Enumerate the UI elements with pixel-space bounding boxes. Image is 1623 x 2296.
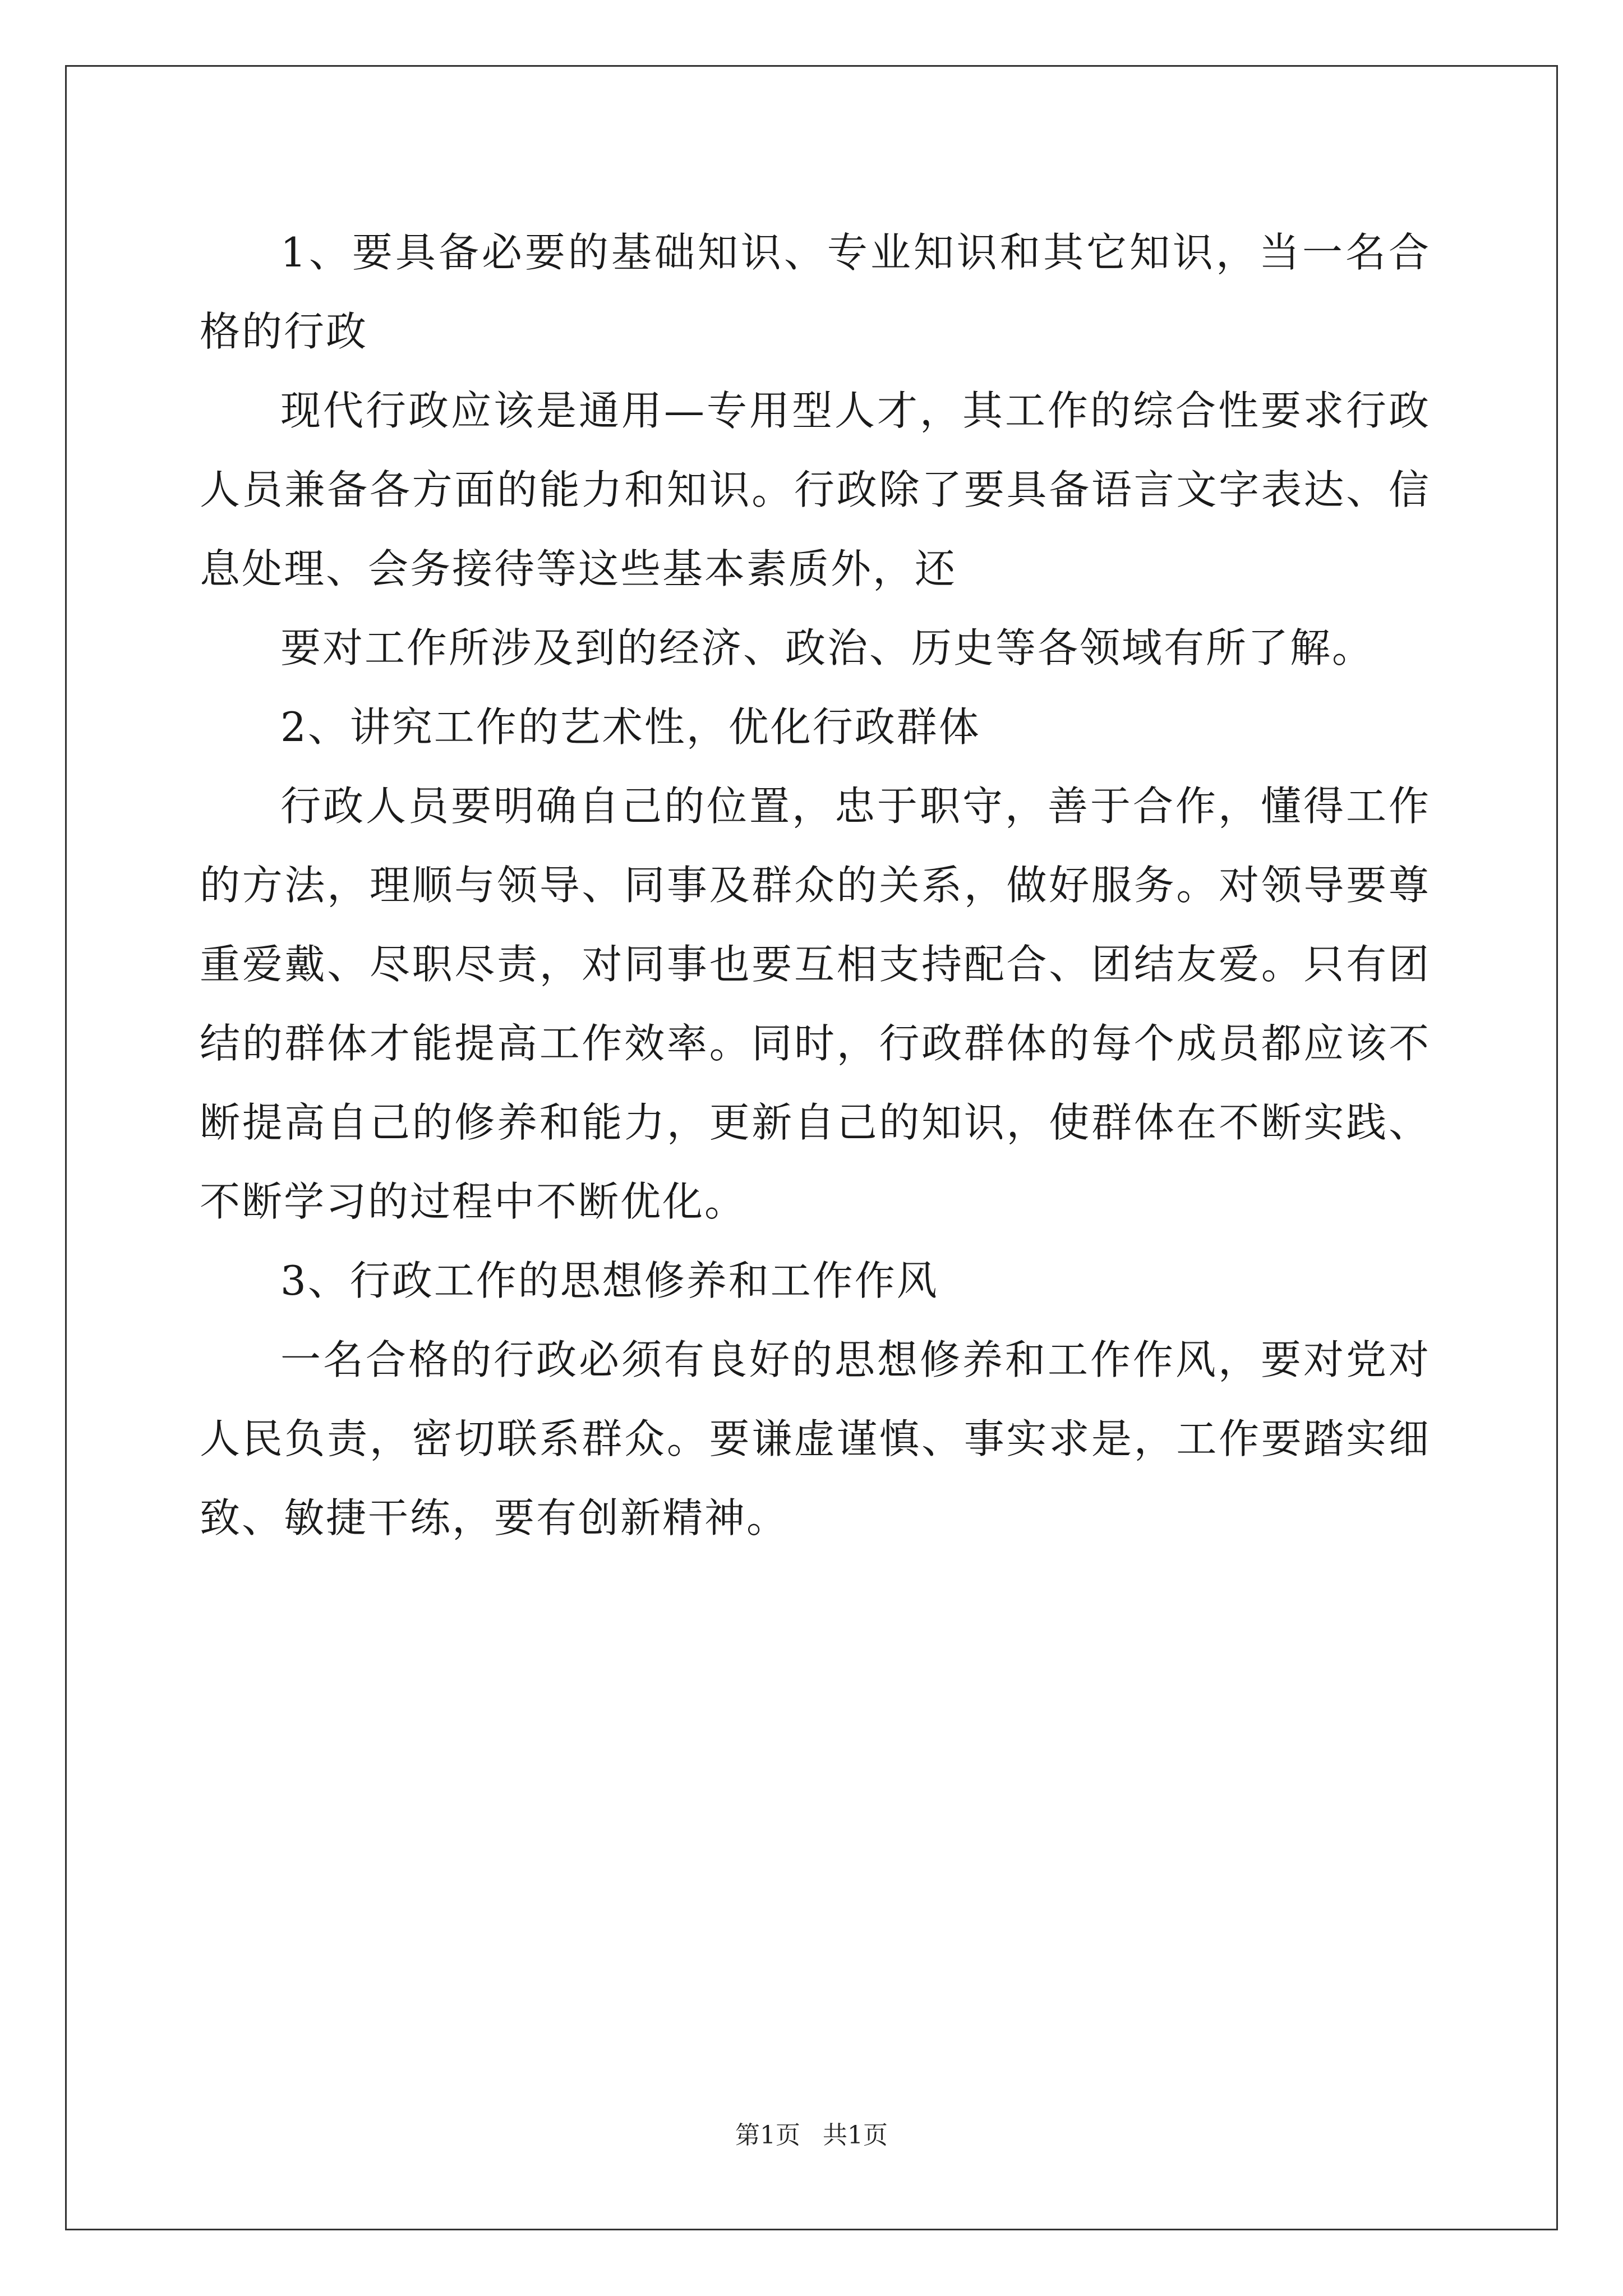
page-number: 第1页 bbox=[735, 2121, 800, 2150]
paragraph-1: 现代行政应该是通用—专用型人才，其工作的综合性要求行政人员兼备各方面的能力和知识。行政除了要具备语言文字表达、信息处理、会务接待等这些基本素质外，还 bbox=[200, 387, 1431, 592]
page-total: 共1页 bbox=[823, 2121, 888, 2150]
paragraph-4: 一名合格的行政必须有良好的思想修养和工作作风，要对党对人民负责，密切联系群众。要谦虚谨慎、事实求是，工作要踏实细致、敏捷干练，要有创新精神。 bbox=[200, 1336, 1431, 1542]
paragraph-heading-3: 3、行政工作的思想修养和工作作风 bbox=[280, 1257, 939, 1304]
paragraph-heading-1: 1、要具备必要的基础知识、专业知识和其它知识，当一名合格的行政 bbox=[200, 229, 1431, 355]
paragraph-3: 行政人员要明确自己的位置，忠于职守，善于合作，懂得工作的方法，理顺与领导、同事及群众的关系，做好服务。对领导要尊重爱戴、尽职尽责，对同事也要互相支持配合、团结友爱。只有团结的群体才能提高工作效率。同时，行政群体的每个成员都应该不断提高自己的修养和能力，更新自己的知识，使群体在不断实践、不断学习的过程中不断优化。 bbox=[200, 783, 1431, 1225]
paragraph-2: 要对工作所涉及到的经济、政治、历史等各领域有所了解。 bbox=[280, 624, 1375, 671]
paragraph-heading-2: 2、讲究工作的艺术性，优化行政群体 bbox=[280, 703, 981, 751]
document-body bbox=[200, 213, 1431, 1558]
page-footer bbox=[0, 2119, 1623, 2152]
